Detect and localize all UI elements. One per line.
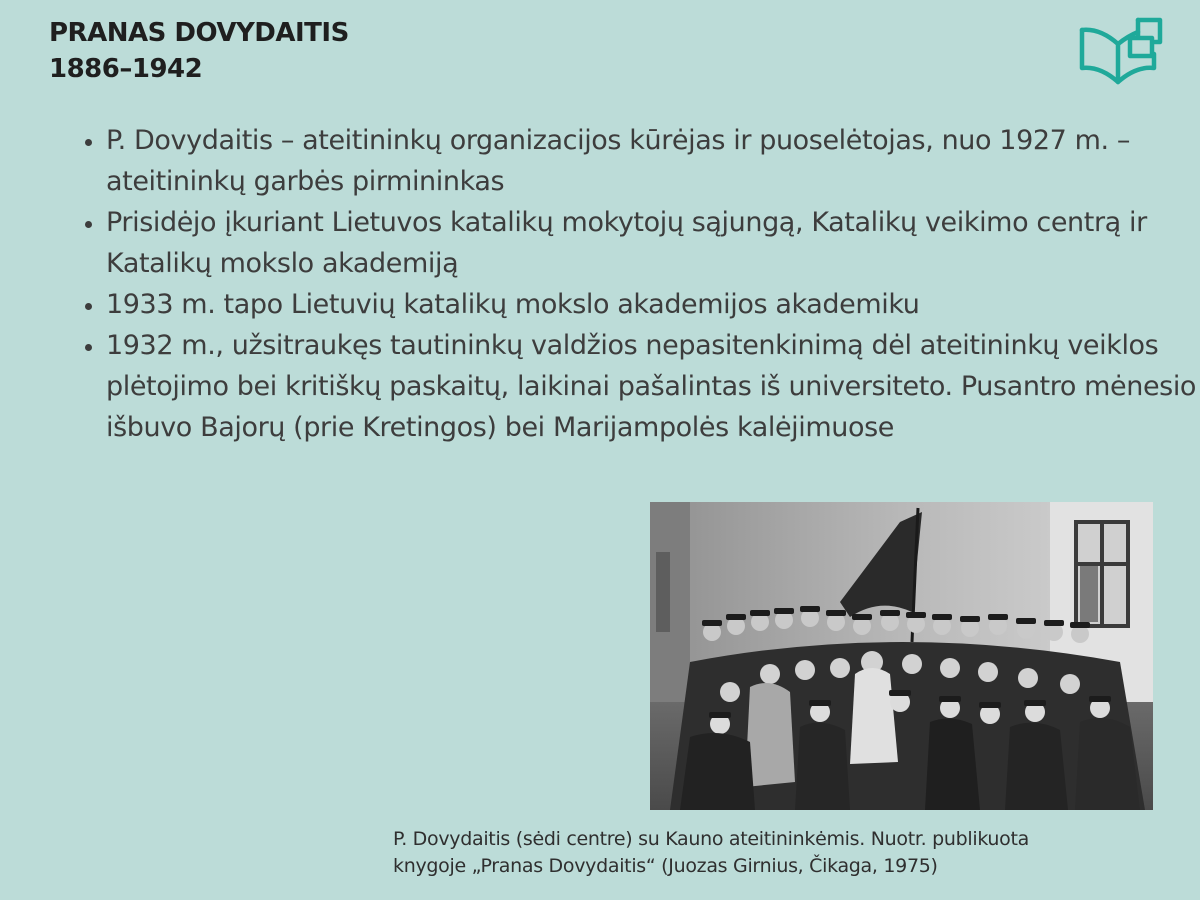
- bullet-list: [70, 120, 1200, 448]
- group-photo-image: [650, 502, 1153, 810]
- caption-line: knygoje „Pranas Dovydaitis“ (Juozas Girnius, Čikaga, 1975): [393, 855, 938, 877]
- caption-line: P. Dovydaitis (sėdi centre) su Kauno ateitininkėmis. Nuotr. publikuota: [393, 828, 1029, 850]
- open-book-logo-icon: [1078, 16, 1164, 88]
- person-years: 1886–1942: [49, 54, 203, 84]
- slide-title: [49, 15, 349, 87]
- bullet-item: • Prisidėjo įkuriant Lietuvos katalikų mokytojų sąjungą, Katalikų veikimo centrą ir Katalikų mokslo akademiją: [106, 202, 1200, 284]
- person-name: PRANAS DOVYDAITIS: [49, 18, 349, 48]
- bullet-item: • 1932 m., užsitraukęs tautininkų valdžios nepasitenkinimą dėl ateitininkų veiklos plėtojimo bei kritiškų paskaitų, laikinai pašalintas iš universiteto. Pusantro mėnesio išbuvo Bajorų (prie Kretingos) bei Marijampolės kalėjimuose: [106, 325, 1200, 448]
- bullet-item: • 1933 m. tapo Lietuvių katalikų mokslo akademijos akademiku: [106, 284, 1200, 325]
- bullet-item: • P. Dovydaitis – ateitininkų organizacijos kūrėjas ir puoselėtojas, nuo 1927 m. – ateitininkų garbės pirmininkas: [106, 120, 1200, 202]
- photo-caption: [393, 826, 1183, 880]
